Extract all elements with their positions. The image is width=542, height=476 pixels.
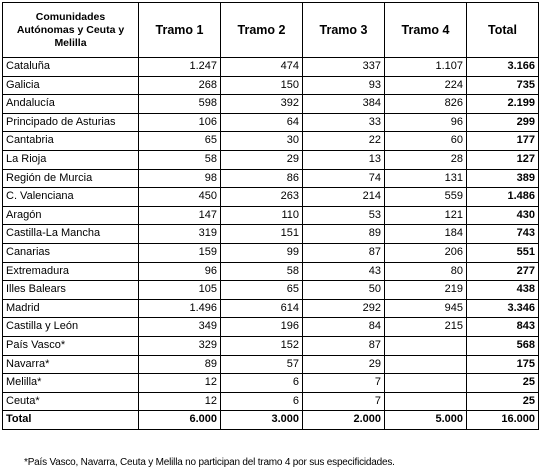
table-row	[3, 243, 539, 262]
tramo-2-cell: 196	[221, 318, 303, 337]
tramo-1-cell: 6.000	[139, 411, 221, 430]
region-name-cell: Madrid	[3, 299, 139, 318]
header-tramo-2: Tramo 2	[221, 3, 303, 58]
region-name-cell: Cataluña	[3, 58, 139, 77]
tramo-4-cell: 559	[385, 188, 467, 207]
region-name-cell: País Vasco*	[3, 336, 139, 355]
tramo-3-cell: 50	[303, 281, 385, 300]
tramo-2-cell: 474	[221, 58, 303, 77]
tramo-2-cell: 30	[221, 132, 303, 151]
region-name-cell: La Rioja	[3, 150, 139, 169]
table-row	[3, 392, 539, 411]
header-tramo-3: Tramo 3	[303, 3, 385, 58]
total-cell: 438	[467, 281, 539, 300]
region-name-cell: Región de Murcia	[3, 169, 139, 188]
tramo-4-cell: 80	[385, 262, 467, 281]
tramo-1-cell: 105	[139, 281, 221, 300]
tramo-1-cell: 65	[139, 132, 221, 151]
header-tramo-4: Tramo 4	[385, 3, 467, 58]
region-name-cell: Extremadura	[3, 262, 139, 281]
tramo-1-cell: 58	[139, 150, 221, 169]
tramo-4-cell: 826	[385, 95, 467, 114]
tramo-2-cell: 65	[221, 281, 303, 300]
tramo-3-cell: 214	[303, 188, 385, 207]
table-row	[3, 336, 539, 355]
tramo-1-cell: 598	[139, 95, 221, 114]
table-row	[3, 58, 539, 77]
tramo-2-cell: 99	[221, 243, 303, 262]
tramo-4-cell: 219	[385, 281, 467, 300]
table-row	[3, 76, 539, 95]
header-region: Comunidades Autónomas y Ceuta y Melilla	[3, 3, 139, 58]
tramo-3-cell: 2.000	[303, 411, 385, 430]
tramo-4-cell: 184	[385, 225, 467, 244]
table-row	[3, 95, 539, 114]
tramo-2-cell: 152	[221, 336, 303, 355]
totals-row	[3, 411, 539, 430]
tramo-1-cell: 12	[139, 392, 221, 411]
tramo-2-cell: 86	[221, 169, 303, 188]
tramo-1-cell: 89	[139, 355, 221, 374]
tramo-3-cell: 74	[303, 169, 385, 188]
tramo-4-cell	[385, 336, 467, 355]
tramo-2-cell: 263	[221, 188, 303, 207]
tramo-3-cell: 43	[303, 262, 385, 281]
tramo-4-cell: 224	[385, 76, 467, 95]
tramo-1-cell: 12	[139, 374, 221, 393]
footnote: *País Vasco, Navarra, Ceuta y Melilla no participan del tramo 4 por sus especificidades.	[24, 457, 395, 468]
total-cell: 2.199	[467, 95, 539, 114]
total-cell: 843	[467, 318, 539, 337]
tramo-4-cell: 1.107	[385, 58, 467, 77]
tramo-4-cell: 5.000	[385, 411, 467, 430]
table-row	[3, 281, 539, 300]
region-name-cell: Galicia	[3, 76, 139, 95]
tramo-2-cell: 150	[221, 76, 303, 95]
tramo-1-cell: 96	[139, 262, 221, 281]
total-cell: 3.346	[467, 299, 539, 318]
tramo-4-cell: 215	[385, 318, 467, 337]
tramo-1-cell: 450	[139, 188, 221, 207]
tramo-1-cell: 329	[139, 336, 221, 355]
region-name-cell: Principado de Asturias	[3, 113, 139, 132]
region-name-cell: Cantabria	[3, 132, 139, 151]
total-cell: 177	[467, 132, 539, 151]
region-name-cell: Canarias	[3, 243, 139, 262]
tramo-4-cell: 945	[385, 299, 467, 318]
table-row	[3, 188, 539, 207]
tramo-3-cell: 53	[303, 206, 385, 225]
tramo-1-cell: 349	[139, 318, 221, 337]
region-name-cell: Melilla*	[3, 374, 139, 393]
tramo-4-cell: 60	[385, 132, 467, 151]
table-row	[3, 225, 539, 244]
total-cell: 1.486	[467, 188, 539, 207]
total-cell: 735	[467, 76, 539, 95]
tramo-3-cell: 337	[303, 58, 385, 77]
tramo-1-cell: 1.247	[139, 58, 221, 77]
tramo-2-cell: 392	[221, 95, 303, 114]
total-cell: 568	[467, 336, 539, 355]
total-cell: 175	[467, 355, 539, 374]
tramo-3-cell: 22	[303, 132, 385, 151]
tramo-3-cell: 292	[303, 299, 385, 318]
total-cell: 551	[467, 243, 539, 262]
region-name-cell: Castilla y León	[3, 318, 139, 337]
table-row	[3, 206, 539, 225]
total-cell: 127	[467, 150, 539, 169]
tramo-3-cell: 93	[303, 76, 385, 95]
tramo-2-cell: 3.000	[221, 411, 303, 430]
total-cell: 430	[467, 206, 539, 225]
tramo-4-cell	[385, 392, 467, 411]
tramo-3-cell: 84	[303, 318, 385, 337]
tramo-2-cell: 57	[221, 355, 303, 374]
region-name-cell: Navarra*	[3, 355, 139, 374]
tramo-2-cell: 6	[221, 374, 303, 393]
table-body	[3, 58, 539, 430]
tramo-1-cell: 319	[139, 225, 221, 244]
tramo-1-cell: 159	[139, 243, 221, 262]
tramo-3-cell: 87	[303, 243, 385, 262]
tramo-4-cell: 131	[385, 169, 467, 188]
total-cell: 25	[467, 374, 539, 393]
region-name-cell: Castilla-La Mancha	[3, 225, 139, 244]
tramo-4-cell: 121	[385, 206, 467, 225]
table-row	[3, 113, 539, 132]
tramo-3-cell: 89	[303, 225, 385, 244]
tramo-2-cell: 6	[221, 392, 303, 411]
header-total: Total	[467, 3, 539, 58]
region-name-cell: Total	[3, 411, 139, 430]
table-row	[3, 150, 539, 169]
total-cell: 299	[467, 113, 539, 132]
tramo-3-cell: 384	[303, 95, 385, 114]
region-name-cell: Aragón	[3, 206, 139, 225]
table-row	[3, 262, 539, 281]
tramo-3-cell: 33	[303, 113, 385, 132]
region-name-cell: Ceuta*	[3, 392, 139, 411]
tramo-3-cell: 87	[303, 336, 385, 355]
region-name-cell: Illes Balears	[3, 281, 139, 300]
table-row	[3, 355, 539, 374]
tramo-4-cell: 206	[385, 243, 467, 262]
tramo-2-cell: 614	[221, 299, 303, 318]
tramo-4-cell: 28	[385, 150, 467, 169]
tramo-4-cell	[385, 374, 467, 393]
table-row	[3, 318, 539, 337]
table-row	[3, 132, 539, 151]
tramo-2-cell: 29	[221, 150, 303, 169]
tramo-2-cell: 110	[221, 206, 303, 225]
header-row	[3, 3, 539, 58]
tramo-2-cell: 151	[221, 225, 303, 244]
total-cell: 743	[467, 225, 539, 244]
tramo-2-cell: 64	[221, 113, 303, 132]
tramo-2-cell: 58	[221, 262, 303, 281]
distribution-table	[2, 2, 539, 430]
tramo-1-cell: 147	[139, 206, 221, 225]
tramo-1-cell: 106	[139, 113, 221, 132]
tramo-1-cell: 1.496	[139, 299, 221, 318]
total-cell: 277	[467, 262, 539, 281]
table-row	[3, 374, 539, 393]
tramo-3-cell: 13	[303, 150, 385, 169]
tramo-4-cell: 96	[385, 113, 467, 132]
tramo-4-cell	[385, 355, 467, 374]
total-cell: 389	[467, 169, 539, 188]
table-row	[3, 169, 539, 188]
total-cell: 3.166	[467, 58, 539, 77]
header-tramo-1: Tramo 1	[139, 3, 221, 58]
tramo-1-cell: 268	[139, 76, 221, 95]
tramo-3-cell: 7	[303, 392, 385, 411]
region-name-cell: C. Valenciana	[3, 188, 139, 207]
total-cell: 16.000	[467, 411, 539, 430]
tramo-1-cell: 98	[139, 169, 221, 188]
tramo-3-cell: 29	[303, 355, 385, 374]
total-cell: 25	[467, 392, 539, 411]
tramo-3-cell: 7	[303, 374, 385, 393]
region-name-cell: Andalucía	[3, 95, 139, 114]
table-row	[3, 299, 539, 318]
